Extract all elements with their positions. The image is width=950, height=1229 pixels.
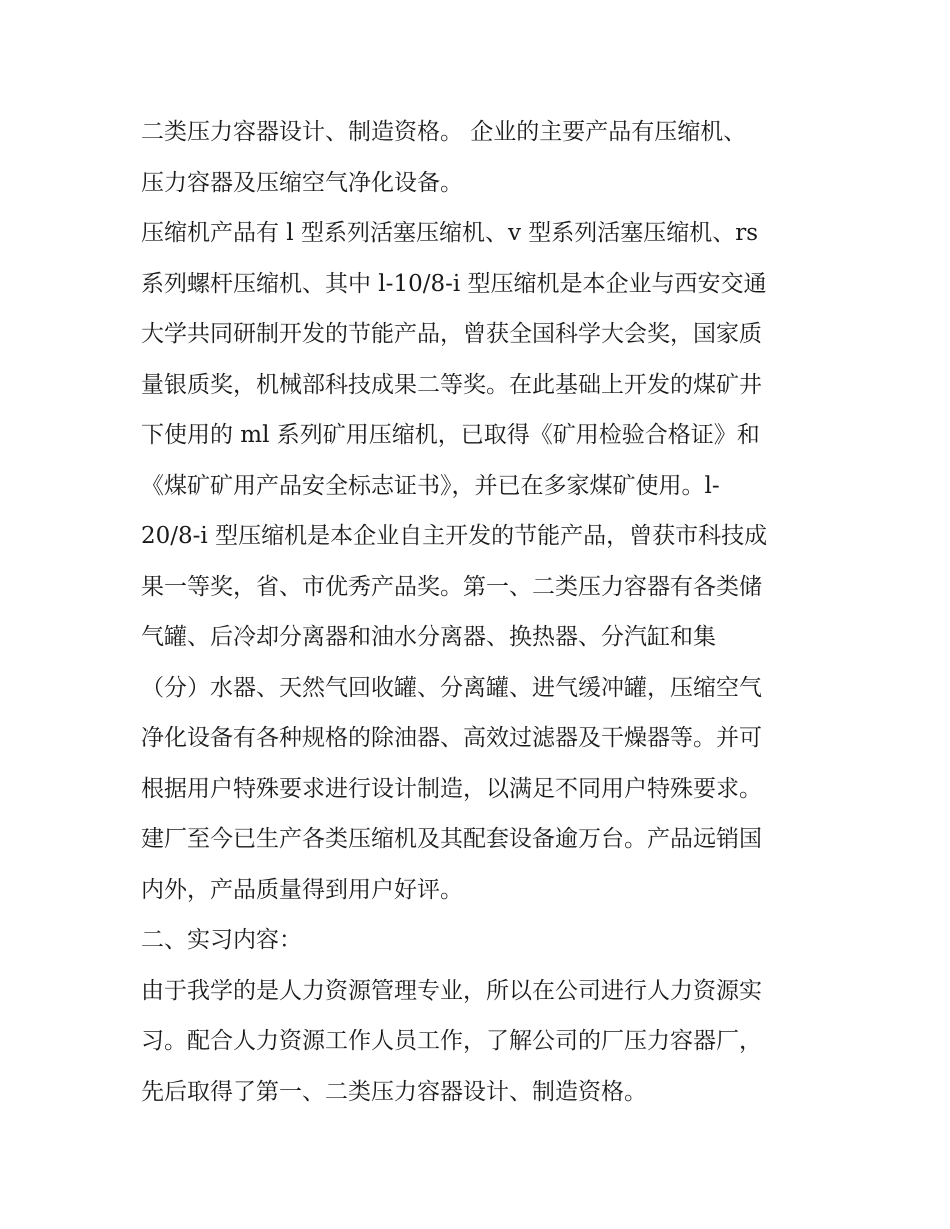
text-line: 建厂至今已生产各类压缩机及其配套设备逾万台。产品远销国: [141, 826, 762, 852]
text-line: 大学共同研制开发的节能产品，曾获全国科学大会奖，国家质: [141, 321, 762, 347]
text-line: 由于我学的是人力资源管理专业，所以在公司进行人力资源实: [141, 978, 762, 1004]
text-line: 果一等奖，省、市优秀产品奖。第一、二类压力容器有各类储: [141, 574, 762, 600]
text-line: 20/8-i 型压缩机是本企业自主开发的节能产品，曾获市科技成: [141, 523, 768, 549]
text-line: 系列螺杆压缩机、其中 l-10/8-i 型压缩机是本企业与西安交通: [141, 271, 767, 297]
text-line: 习。配合人力资源工作人员工作，了解公司的厂压力容器厂，: [141, 1028, 762, 1054]
text-line: 量银质奖，机械部科技成果二等奖。在此基础上开发的煤矿井: [141, 372, 762, 398]
section-heading: 二、实习内容：: [141, 927, 302, 953]
text-line: 内外，产品质量得到用户好评。: [141, 877, 463, 903]
text-line: 压力容器及压缩空气净化设备。: [141, 170, 463, 196]
text-line: 先后取得了第一、二类压力容器设计、制造资格。: [141, 1079, 647, 1105]
text-line: 净化设备有各种规格的除油器、高效过滤器及干燥器等。并可: [141, 725, 762, 751]
text-line: 《煤矿矿用产品安全标志证书》，并已在多家煤矿使用。l-: [141, 473, 720, 499]
text-line: 气罐、后冷却分离器和油水分离器、换热器、分汽缸和集: [141, 624, 716, 650]
text-line: 二类压力容器设计、制造资格。 企业的主要产品有压缩机、: [141, 119, 747, 145]
text-line: （分）水器、天然气回收罐、分离罐、进气缓冲罐，压缩空气: [141, 675, 762, 701]
text-line: 下使用的 ml 系列矿用压缩机，已取得《矿用检验合格证》和: [141, 422, 760, 448]
text-line: 压缩机产品有 l 型系列活塞压缩机、v 型系列活塞压缩机、rs: [141, 220, 759, 246]
text-line: 根据用户特殊要求进行设计制造，以满足不同用户特殊要求。: [141, 776, 762, 802]
